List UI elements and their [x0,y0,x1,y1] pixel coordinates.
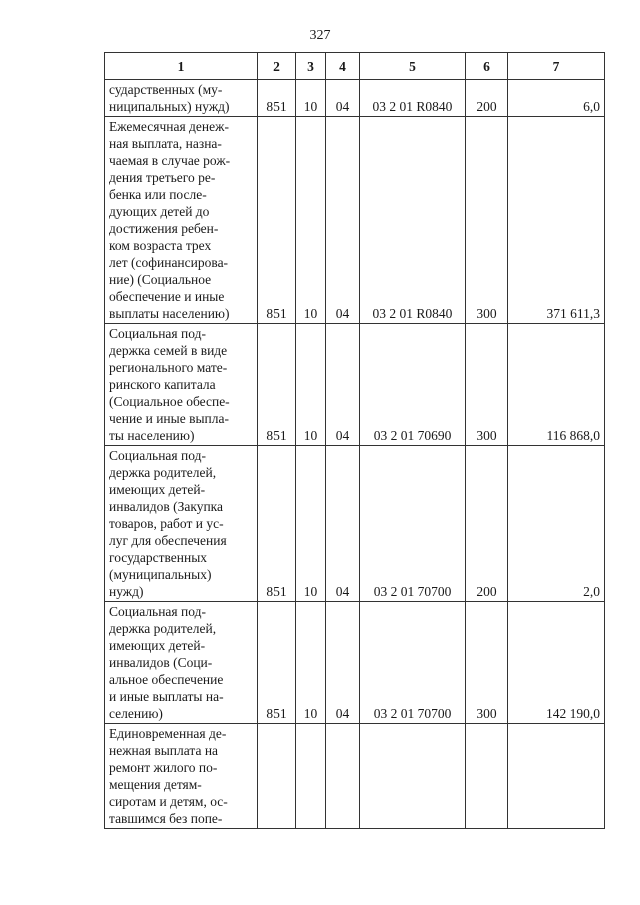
table-row [105,117,605,324]
description-line: регионального мате- [109,360,228,375]
description-line: достижения ребен- [109,221,219,236]
description-line: держка семей в виде [109,343,228,358]
description-line: Социальная под- [109,604,206,619]
section-code: 10 [296,324,326,446]
description-line: имеющих детей- [109,482,206,497]
header-col-1: 1 [105,53,258,80]
table-row [105,446,605,602]
description-line: (муниципальных) [109,567,212,582]
subsection-code: 04 [326,602,360,724]
section-code: 10 [296,80,326,117]
header-row [105,53,605,80]
expense-type-code: 300 [466,324,508,446]
description-line: обеспечение и иные [109,289,225,304]
description-line: ком возраста трех [109,238,212,253]
section-code: 10 [296,602,326,724]
description-line: инвалидов (Закупка [109,499,224,514]
description-line: альное обеспечение [109,672,224,687]
description-line: ние) (Социальное [109,272,212,287]
grbs-code [258,724,296,829]
description-line: товаров, работ и ус- [109,516,224,531]
description-line: лет (софинансирова- [109,255,229,270]
header-col-6: 6 [466,53,508,80]
amount-value: 371 611,3 [508,117,605,324]
description-line: держка родителей, [109,465,217,480]
description-line: чение и иные выпла- [109,411,229,426]
table-row [105,602,605,724]
grbs-code: 851 [258,446,296,602]
description-line: Социальная под- [109,326,206,341]
expense-type-code [466,724,508,829]
expense-type-code: 200 [466,80,508,117]
subsection-code: 04 [326,80,360,117]
target-article-code: 03 2 01 R0840 [360,117,466,324]
row-description [105,724,258,829]
section-code: 10 [296,117,326,324]
target-article-code: 03 2 01 R0840 [360,80,466,117]
grbs-code: 851 [258,602,296,724]
description-line: тавшимся без попе- [109,811,223,826]
target-article-code [360,724,466,829]
budget-table [104,52,605,829]
amount-value: 116 868,0 [508,324,605,446]
subsection-code [326,724,360,829]
table-row [105,724,605,829]
description-line: государственных [109,550,208,565]
grbs-code: 851 [258,80,296,117]
header-col-2: 2 [258,53,296,80]
row-description [105,446,258,602]
description-line: ринского капитала [109,377,216,392]
description-line: селению) [109,706,163,721]
row-description [105,117,258,324]
description-line: ниципальных) нужд) [109,99,230,114]
amount-value [508,724,605,829]
section-code: 10 [296,446,326,602]
description-line: (Социальное обеспе- [109,394,230,409]
grbs-code: 851 [258,117,296,324]
description-line: нежная выплата на [109,743,219,758]
header-col-3: 3 [296,53,326,80]
target-article-code: 03 2 01 70700 [360,602,466,724]
amount-value: 142 190,0 [508,602,605,724]
amount-value: 2,0 [508,446,605,602]
description-line: луг для обеспечения [109,533,227,548]
description-line: бенка или после- [109,187,207,202]
page-number: 327 [309,28,331,43]
subsection-code: 04 [326,324,360,446]
row-description [105,324,258,446]
description-line: ная выплата, назна- [109,136,222,151]
description-line: инвалидов (Соци- [109,655,213,670]
table-row [105,324,605,446]
section-code [296,724,326,829]
description-line: держка родителей, [109,621,217,636]
grbs-code: 851 [258,324,296,446]
description-line: дующих детей до [109,204,210,219]
row-description [105,602,258,724]
description-line: выплаты населению) [109,306,230,321]
row-description [105,80,258,117]
expense-type-code: 300 [466,117,508,324]
description-line: нужд) [109,584,144,599]
header-col-7: 7 [508,53,605,80]
header-col-5: 5 [360,53,466,80]
target-article-code: 03 2 01 70690 [360,324,466,446]
description-line: ремонт жилого по- [109,760,218,775]
subsection-code: 04 [326,446,360,602]
description-line: Единовременная де- [109,726,227,741]
header-col-4: 4 [326,53,360,80]
description-line: чаемая в случае рож- [109,153,231,168]
expense-type-code: 300 [466,602,508,724]
description-line: Социальная под- [109,448,206,463]
subsection-code: 04 [326,117,360,324]
table-row [105,80,605,117]
description-line: мещения детям- [109,777,202,792]
description-line: сиротам и детям, ос- [109,794,228,809]
description-line: и иные выплаты на- [109,689,224,704]
description-line: ты населению) [109,428,195,443]
target-article-code: 03 2 01 70700 [360,446,466,602]
description-line: Ежемесячная денеж- [109,119,229,134]
expense-type-code: 200 [466,446,508,602]
description-line: дения третьего ре- [109,170,216,185]
amount-value: 6,0 [508,80,605,117]
description-line: имеющих детей- [109,638,206,653]
description-line: сударственных (му- [109,82,223,97]
